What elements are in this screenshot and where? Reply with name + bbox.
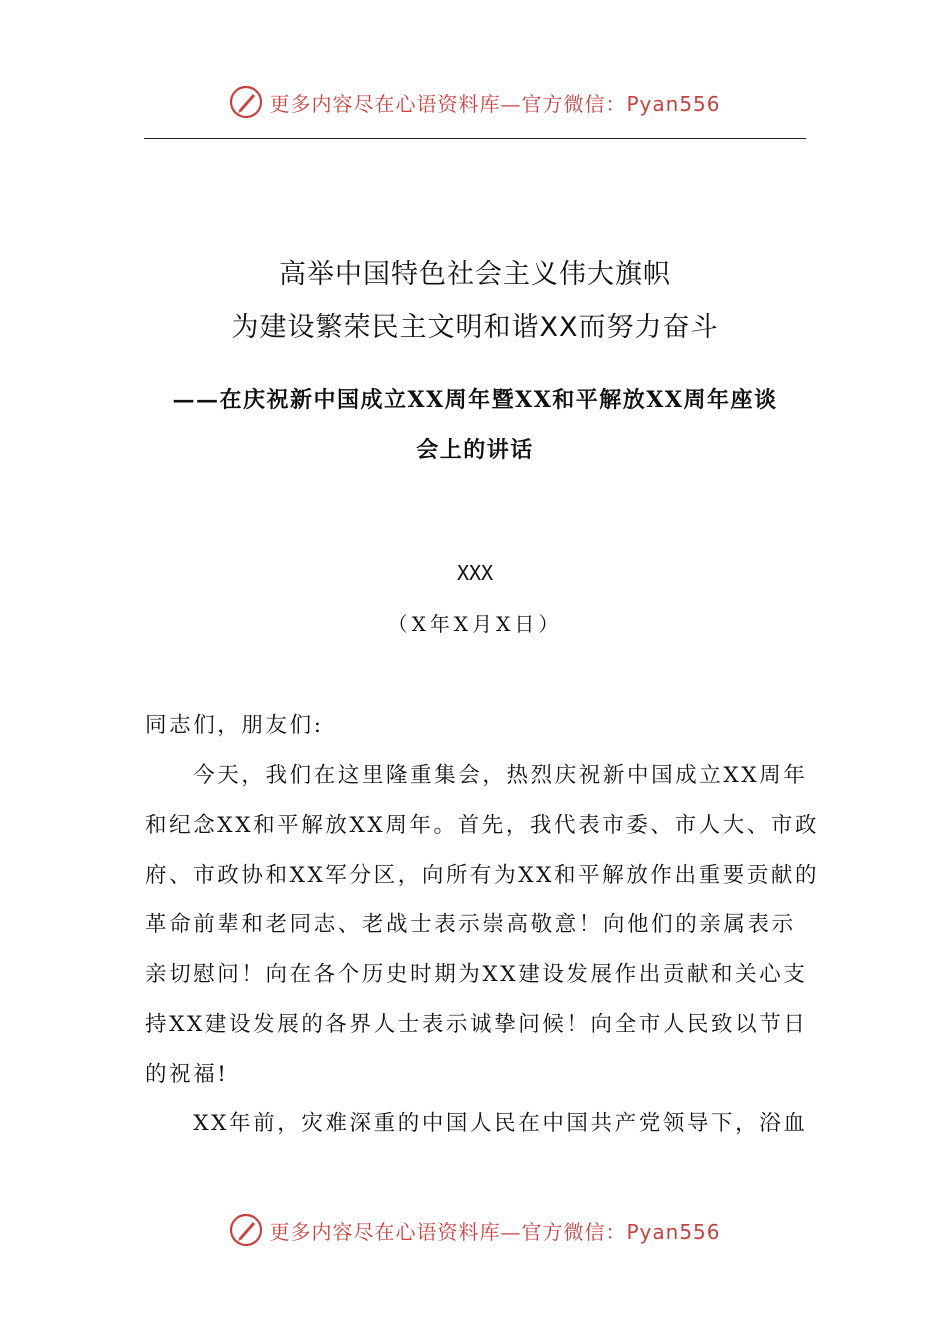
pen-quill-logo-icon	[229, 85, 263, 119]
page-title-line-2: 为建设繁荣民主文明和谐XX而努力奋斗	[231, 312, 719, 343]
body-line: 今天，我们在这里隆重集会，热烈庆祝新中国成立XX周年	[145, 763, 808, 788]
footer-watermark	[0, 1210, 950, 1250]
watermark-text: 更多内容尽在心语资料库—官方微信：Pyan556	[269, 1219, 721, 1244]
body-line: 和纪念XX和平解放XX周年。首先，我代表市委、市人大、市政	[145, 813, 820, 838]
speech-date: （X年X月X日）	[387, 612, 563, 636]
body-line: 府、市政协和XX军分区，向所有为XX和平解放作出重要贡献的	[145, 863, 820, 888]
header-divider	[144, 138, 806, 139]
subtitle-line-2: 会上的讲话	[416, 437, 534, 463]
speaker-name: XXX	[456, 561, 494, 585]
header-watermark	[0, 82, 950, 122]
salutation: 同志们，朋友们:	[145, 713, 324, 738]
pen-quill-logo-icon	[229, 1213, 263, 1247]
body-line: 亲切慰问！向在各个历史时期为XX建设发展作出贡献和关心支	[145, 962, 808, 987]
page-title-line-1: 高举中国特色社会主义伟大旗帜	[279, 259, 671, 290]
body-line: XX年前，灾难深重的中国人民在中国共产党领导下，浴血	[145, 1111, 808, 1136]
watermark-text: 更多内容尽在心语资料库—官方微信：Pyan556	[269, 91, 721, 116]
body-line: 持XX建设发展的各界人士表示诚挚问候！向全市人民致以节日	[145, 1012, 808, 1037]
subtitle-line-1: ——在庆祝新中国成立XX周年暨XX和平解放XX周年座谈	[172, 387, 778, 413]
body-line: 的祝福!	[145, 1062, 229, 1087]
body-line: 革命前辈和老同志、老战士表示崇高敬意！向他们的亲属表示	[145, 912, 796, 937]
